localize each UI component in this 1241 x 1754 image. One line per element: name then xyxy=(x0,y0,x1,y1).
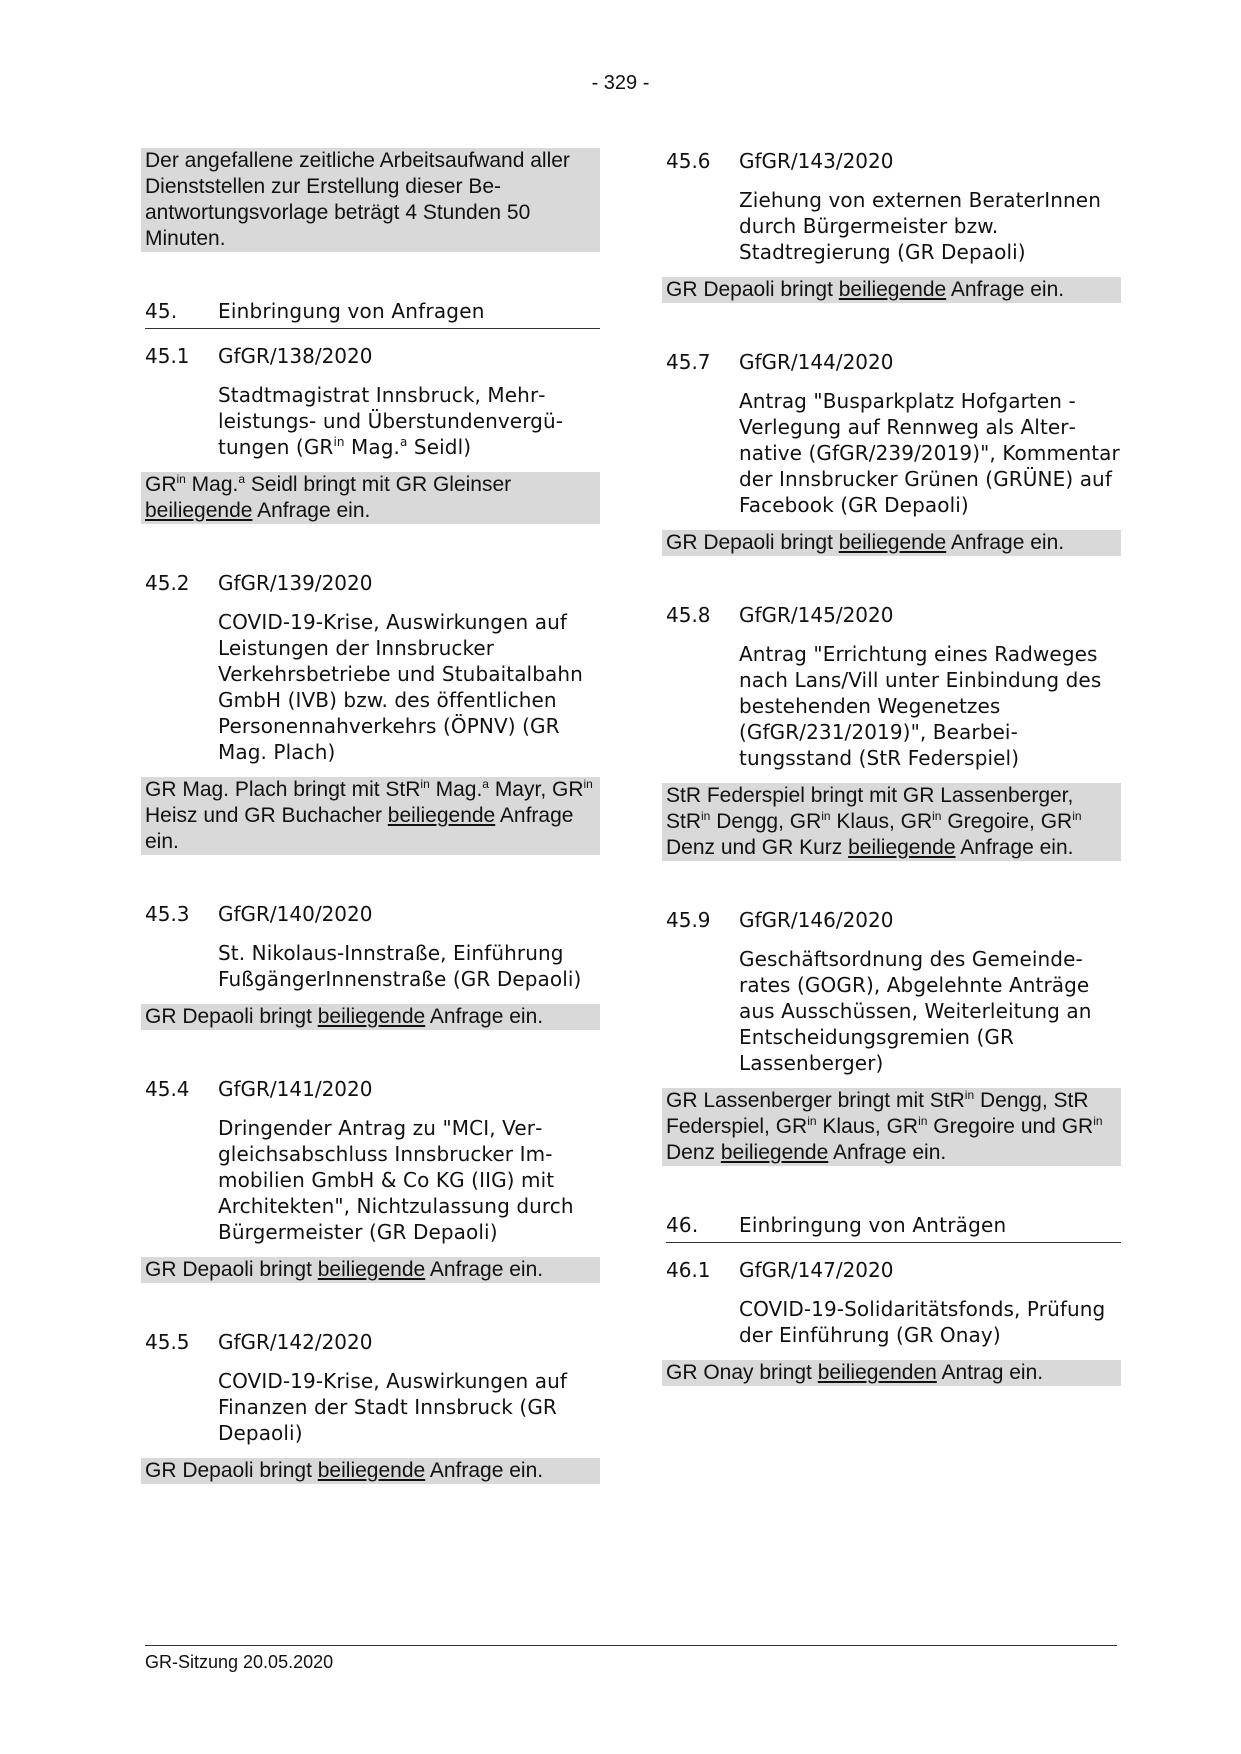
item-number: 45.3 xyxy=(145,902,190,926)
item-number: 45.1 xyxy=(145,344,190,368)
item-45-9-head xyxy=(666,907,1121,933)
section-46-heading xyxy=(666,1212,1121,1243)
item-reference: GfGR/144/2020 xyxy=(739,350,894,374)
item-45-8-note: StR Federspiel bringt mit GR Lassenberger, StR$^{in}$ Dengg, $GR^{in}$ Klaus, $GR^{in}$ Gregoire, $GR^{in}$ Denz und GR Kurz beiliegende Anfrage ein. xyxy=(662,783,1121,861)
item-number: 46.1 xyxy=(666,1258,711,1282)
section-45-heading xyxy=(145,298,600,329)
item-45-4-title: Dringender Antrag zu "MCI, Vergleichsabschluss Innsbrucker Immobilien GmbH & Co KG (IIG) mit Architekten", Nichtzulassung durch Bürgermeister (GR Depaoli) xyxy=(218,1116,574,1244)
section-title: Einbringung von Anträgen xyxy=(739,1213,1007,1237)
item-45-3-head xyxy=(145,901,600,927)
item-45-8-head xyxy=(666,602,1121,628)
item-45-1-note: $GR^{in}$ Mag.$^a$ Seidl bringt mit GR Gleinser beiliegende Anfrage ein. xyxy=(141,472,600,524)
item-reference: GfGR/140/2020 xyxy=(218,902,373,926)
item-reference: GfGR/145/2020 xyxy=(739,603,894,627)
item-45-9-title: Geschäftsordnung des Gemeinderates (GOGR), Abgelehnte Anträge aus Ausschüssen, Weiterleitung an Entscheidungsgremien (GR Lassenberger) xyxy=(739,947,1092,1075)
item-45-8-title: Antrag "Errichtung eines Radweges nach Lans/Vill unter Einbindung des bestehenden Wegenetzes (GfGR/231/2019)", Bearbeitungsstand (StR Federspiel) xyxy=(739,642,1102,770)
item-46-1-note: GR Onay bringt beiliegenden Antrag ein. xyxy=(662,1360,1121,1386)
item-reference: GfGR/138/2020 xyxy=(218,344,373,368)
item-45-3-note: GR Depaoli bringt beiliegende Anfrage ein. xyxy=(141,1004,600,1030)
right-column xyxy=(666,148,1121,1386)
item-number: 45.8 xyxy=(666,603,711,627)
item-number: 45.2 xyxy=(145,571,190,595)
item-46-1-title: COVID-19-Solidaritätsfonds, Prüfung der Einführung (GR Onay) xyxy=(739,1297,1106,1347)
section-number: 45. xyxy=(145,299,178,323)
effort-note: Der angefallene zeitliche Arbeitsaufwand aller Dienststellen zur Erstellung dieser Beantwortungsvorlage beträgt 4 Stunden 50 Minuten. xyxy=(141,148,600,252)
item-reference: GfGR/146/2020 xyxy=(739,908,894,932)
item-45-7-head xyxy=(666,349,1121,375)
item-number: 45.5 xyxy=(145,1330,190,1354)
item-45-9-note: GR Lassenberger bringt mit StR$^{in}$ Dengg, StR Federspiel, $GR^{in}$ Klaus, $GR^{in}$ Gregoire und $GR^{in}$ Denz beiliegende Anfrage ein. xyxy=(662,1088,1121,1166)
item-reference: GfGR/141/2020 xyxy=(218,1077,373,1101)
item-number: 45.4 xyxy=(145,1077,190,1101)
item-reference: GfGR/139/2020 xyxy=(218,571,373,595)
item-number: 45.7 xyxy=(666,350,711,374)
item-45-7-title: Antrag "Busparkplatz Hofgarten - Verlegung auf Rennweg als Alternative (GfGR/239/2019)", Kommentar der Innsbrucker Grünen (GRÜNE) auf Facebook (GR Depaoli) xyxy=(739,389,1120,517)
item-45-5-head xyxy=(145,1329,600,1355)
item-45-5-note: GR Depaoli bringt beiliegende Anfrage ein. xyxy=(141,1458,600,1484)
item-45-6-note: GR Depaoli bringt beiliegende Anfrage ein. xyxy=(662,277,1121,303)
item-reference: GfGR/143/2020 xyxy=(739,149,894,173)
section-title: Einbringung von Anfragen xyxy=(218,299,485,323)
section-number: 46. xyxy=(666,1213,699,1237)
item-reference: GfGR/142/2020 xyxy=(218,1330,373,1354)
item-45-4-head xyxy=(145,1076,600,1102)
item-45-4-note: GR Depaoli bringt beiliegende Anfrage ein. xyxy=(141,1257,600,1283)
item-45-6-head xyxy=(666,148,1121,174)
page-number: - 329 - xyxy=(591,72,650,94)
item-45-3-title: St. Nikolaus-Innstraße, Einführung FußgängerInnenstraße (GR Depaoli) xyxy=(218,941,582,991)
item-45-2-head xyxy=(145,570,600,596)
item-reference: GfGR/147/2020 xyxy=(739,1258,894,1282)
footer-divider xyxy=(145,1645,1117,1646)
item-45-1-head xyxy=(145,343,600,369)
item-45-7-note: GR Depaoli bringt beiliegende Anfrage ein. xyxy=(662,530,1121,556)
item-number: 45.9 xyxy=(666,908,711,932)
item-46-1-head xyxy=(666,1257,1121,1283)
item-45-2-note: GR Mag. Plach bringt mit StR$^{in}$ Mag.$^a$ Mayr, $GR^{in}$ Heisz und GR Buchacher beiliegende Anfrage ein. xyxy=(141,777,600,855)
footer-session-date: GR-Sitzung 20.05.2020 xyxy=(145,1652,334,1672)
item-number: 45.6 xyxy=(666,149,711,173)
item-45-2-title: COVID-19-Krise, Auswirkungen auf Leistungen der Innsbrucker Verkehrsbetriebe und Stubaitalbahn GmbH (IVB) bzw. des öffentlichen Personennahverkehrs (ÖPNV) (GR Mag. Plach) xyxy=(218,610,583,764)
item-45-1-title: Stadtmagistrat Innsbruck, Mehrleistungs- und Überstundenvergütungen ($GR^{in}$ Mag.$^a$ Seidl) xyxy=(218,383,563,459)
left-column xyxy=(145,148,600,1484)
item-45-5-title: COVID-19-Krise, Auswirkungen auf Finanzen der Stadt Innsbruck (GR Depaoli) xyxy=(218,1369,567,1445)
item-45-6-title: Ziehung von externen BeraterInnen durch Bürgermeister bzw. Stadtregierung (GR Depaoli) xyxy=(739,188,1101,264)
